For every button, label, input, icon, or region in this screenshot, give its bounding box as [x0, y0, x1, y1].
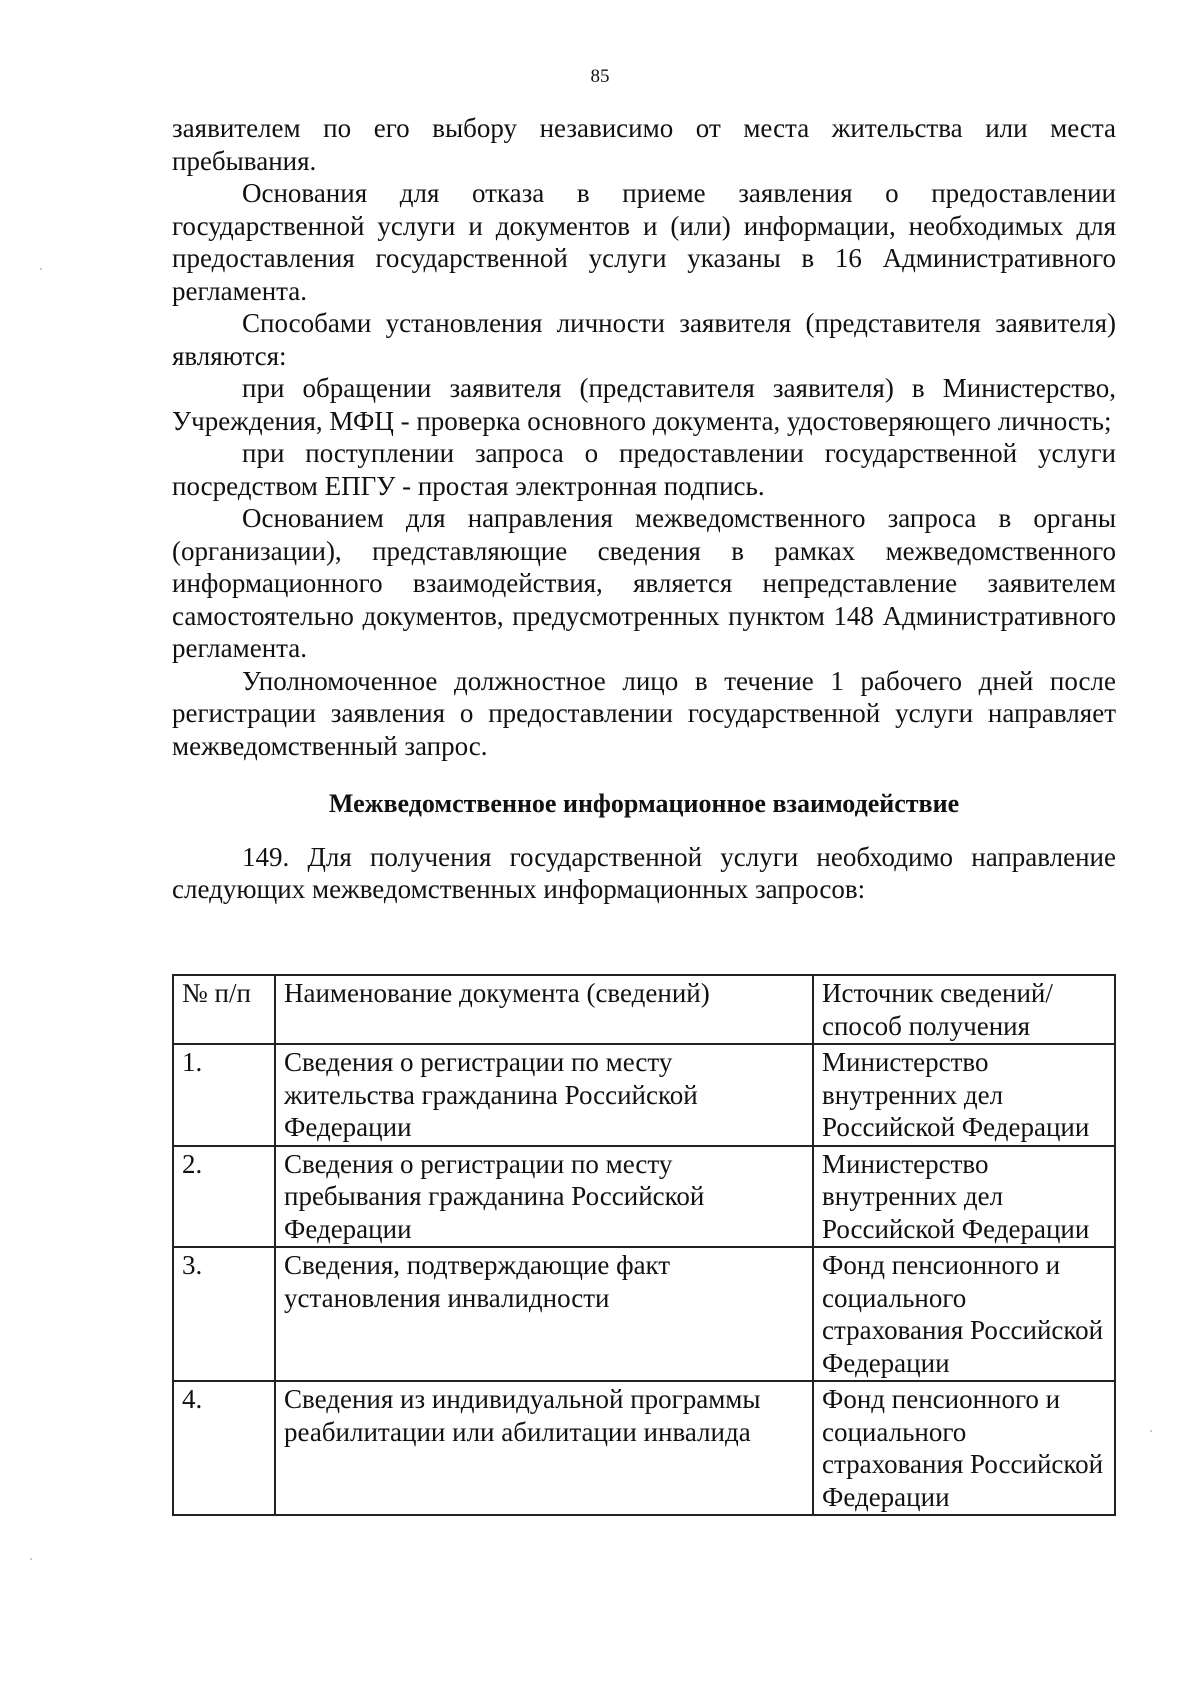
- table-cell: Сведения о регистрации по месту жительства гражданина Российской Федерации: [275, 1044, 813, 1146]
- table-header-row: [173, 975, 1115, 1044]
- table-row: [173, 1044, 1115, 1146]
- section-heading: Межведомственное информационное взаимодействие: [328, 789, 960, 818]
- table-cell: Фонд пенсионного и социального страхования Российской Федерации: [813, 1381, 1115, 1515]
- scan-speck: [1150, 1430, 1152, 1432]
- table-cell: 1.: [173, 1044, 275, 1146]
- table-cell: Сведения из индивидуальной программы реабилитации или абилитации инвалида: [275, 1381, 813, 1515]
- scan-speck: [30, 1558, 32, 1560]
- table-cell: 4.: [173, 1381, 275, 1515]
- paragraph: Основания для отказа в приеме заявления о предоставлении государственной услуги и документов и (или) информации, необходимых для предоставления государственной услуги указаны в 16 Административного регламента.: [172, 178, 1116, 306]
- paragraph: Способами установления личности заявителя (представителя заявителя) являются:: [172, 308, 1116, 371]
- paragraph: при поступлении запроса о предоставлении государственной услуги посредством ЕПГУ - простая электронная подпись.: [172, 438, 1116, 501]
- scan-speck: [40, 268, 42, 270]
- table-cell: Сведения о регистрации по месту пребывания гражданина Российской Федерации: [275, 1146, 813, 1248]
- table-header-cell: № п/п: [173, 975, 275, 1044]
- paragraph: заявителем по его выбору независимо от места жительства или места пребывания.: [172, 113, 1116, 176]
- body-text: [172, 112, 1116, 906]
- table-row: [173, 1247, 1115, 1381]
- paragraph: Уполномоченное должностное лицо в течение 1 рабочего дней после регистрации заявления о предоставлении государственной услуги направляет межведомственный запрос.: [172, 665, 1116, 761]
- table-cell: Министерство внутренних дел Российской Федерации: [813, 1044, 1115, 1146]
- table-cell: Фонд пенсионного и социального страхования Российской Федерации: [813, 1247, 1115, 1381]
- table-cell: 3.: [173, 1247, 275, 1381]
- table-cell: 2.: [173, 1146, 275, 1248]
- table-cell: Сведения, подтверждающие факт установления инвалидности: [275, 1247, 813, 1381]
- table-header-cell: Наименование документа (сведений): [275, 975, 813, 1044]
- table-row: [173, 1381, 1115, 1515]
- paragraph: Основанием для направления межведомственного запроса в органы (организации), представляющие сведения в рамках межведомственного информационного взаимодействия, является непредставление заявителем самостоятельно документов, предусмотренных пунктом 148 Административного регламента.: [172, 503, 1116, 663]
- table-cell: Министерство внутренних дел Российской Федерации: [813, 1146, 1115, 1248]
- table-header-cell: Источник сведений/способ получения: [813, 975, 1115, 1044]
- paragraph: при обращении заявителя (представителя заявителя) в Министерство, Учреждения, МФЦ - проверка основного документа, удостоверяющего личность;: [172, 373, 1116, 436]
- paragraph-149: 149. Для получения государственной услуги необходимо направление следующих межведомственных информационных запросов:: [172, 841, 1116, 904]
- table-row: [173, 1146, 1115, 1248]
- interagency-requests-table: [172, 974, 1116, 1516]
- page-number: 85: [590, 66, 610, 87]
